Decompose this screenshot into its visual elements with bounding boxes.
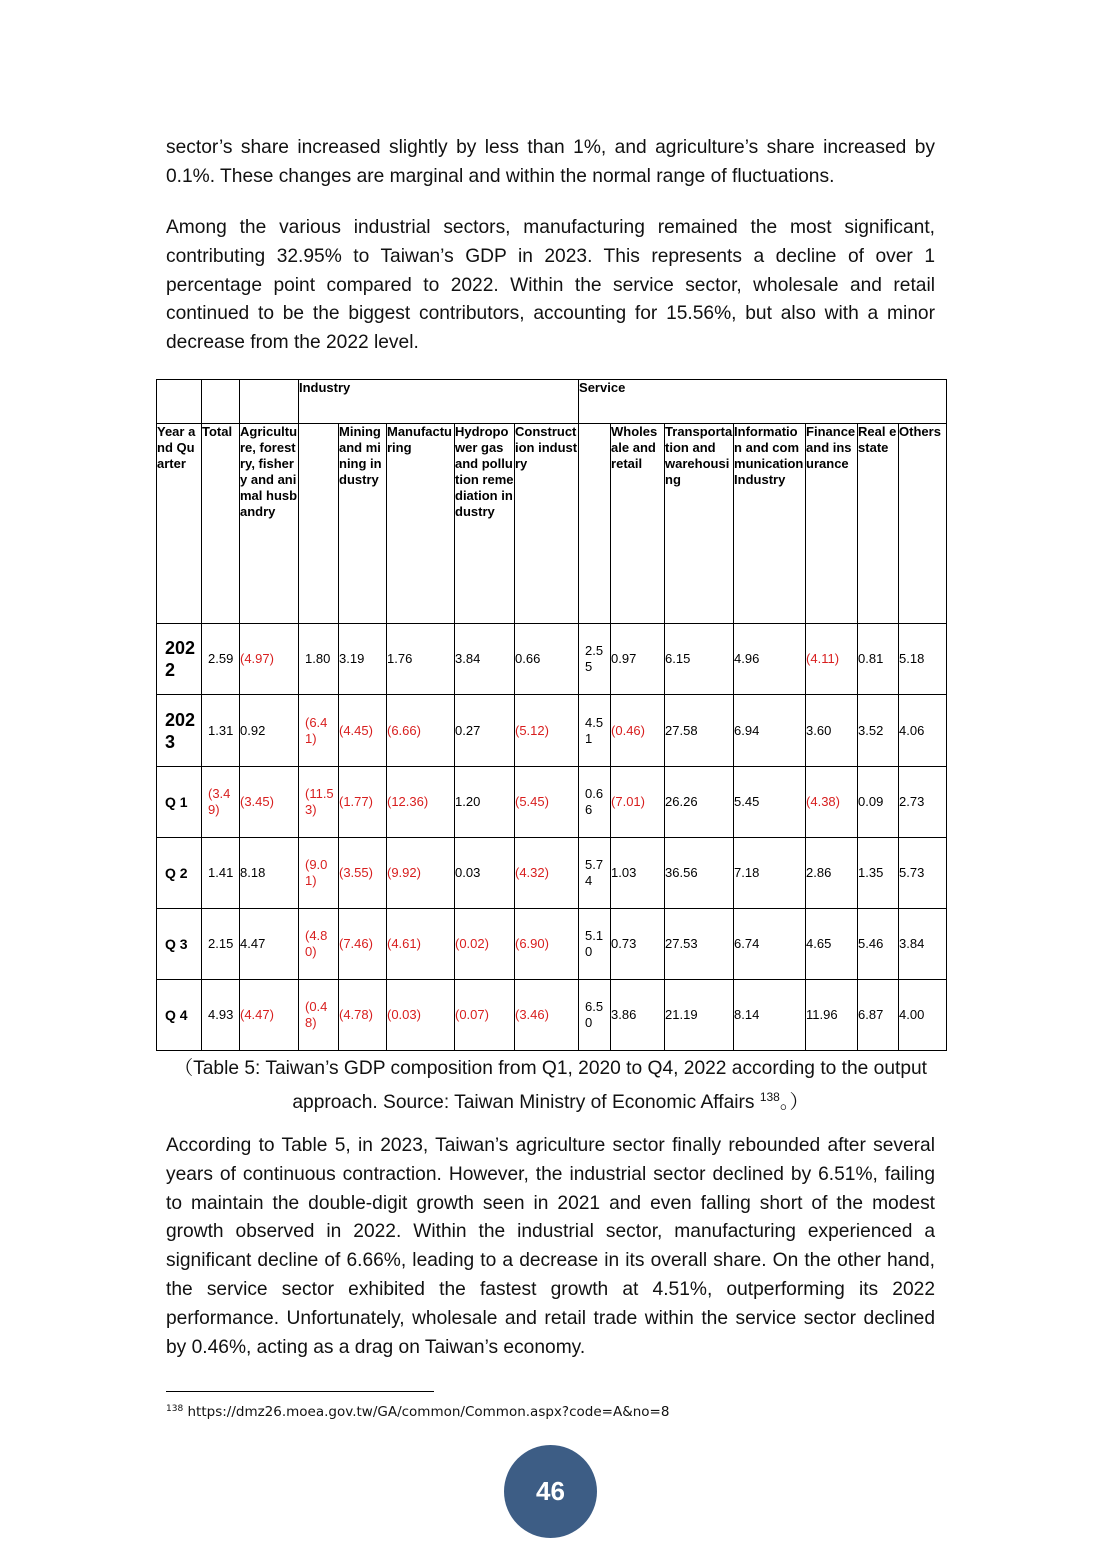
- table-cell: (5.45): [515, 766, 579, 837]
- table-cell: (4.97): [240, 624, 299, 695]
- industry-group-header: Industry: [299, 380, 579, 424]
- table-cell: (0.02): [455, 908, 515, 979]
- column-header-12: Finance and insurance: [806, 424, 858, 624]
- group-blank-cell: [202, 380, 240, 424]
- table-cell: 4.47: [240, 908, 299, 979]
- row-label: Q 3: [157, 908, 202, 979]
- table-cell: 2.73: [899, 766, 947, 837]
- table-cell: 4.00: [899, 979, 947, 1050]
- table-cell: 5.74: [579, 837, 611, 908]
- table-cell: (6.66): [387, 695, 455, 766]
- table-cell: (1.77): [339, 766, 387, 837]
- footnote-divider: [166, 1391, 434, 1392]
- table-row: [157, 766, 947, 837]
- caption-footnote-ref: 138: [759, 1090, 780, 1104]
- table-cell: 0.66: [515, 624, 579, 695]
- table-cell: 6.87: [858, 979, 899, 1050]
- table-cell: (9.92): [387, 837, 455, 908]
- body-paragraph-1: sector’s share increased slightly by less than 1%, and agriculture’s share increased by 0.1%. These changes are marginal and within the normal range of fluctuations.: [166, 137, 935, 187]
- table-cell: 36.56: [665, 837, 734, 908]
- table-cell: 2.59: [202, 624, 240, 695]
- table-cell: 4.65: [806, 908, 858, 979]
- gdp-composition-table: [156, 379, 947, 1051]
- table-cell: 27.58: [665, 695, 734, 766]
- table-cell: (0.03): [387, 979, 455, 1050]
- table-cell: 3.86: [611, 979, 665, 1050]
- table-cell: (3.55): [339, 837, 387, 908]
- footnote-number: 138: [166, 1404, 184, 1414]
- row-label: 2022: [157, 624, 202, 695]
- table-caption: [166, 1054, 935, 1117]
- column-header-2: Agriculture, forestry, fishery and animal husbandry: [240, 424, 299, 624]
- table-cell: 0.27: [455, 695, 515, 766]
- table-cell: 7.18: [734, 837, 806, 908]
- table-cell: (0.46): [611, 695, 665, 766]
- table-cell: (3.46): [515, 979, 579, 1050]
- table-cell: 0.92: [240, 695, 299, 766]
- table-cell: 6.94: [734, 695, 806, 766]
- body-paragraph-3: According to Table 5, in 2023, Taiwan’s agriculture sector finally rebounded after several years of continuous contraction. However, the industrial sector declined by 6.51%, failing to maintain the double-digit growth seen in 2021 and even falling short of the modest growth observed in 2022. Within the industrial sector, manufacturing experienced a significant decline of 6.66%, leading to a decrease in its overall share. On the other hand, the service sector exhibited the fastest growth at 4.51%, outperforming its 2022 performance. Unfortunately, wholesale and retail trade within the service sector declined by 0.46%, acting as a drag on Taiwan’s economy.: [166, 1135, 935, 1358]
- table-cell: 0.97: [611, 624, 665, 695]
- table-row: [157, 837, 947, 908]
- table-cell: (4.38): [806, 766, 858, 837]
- table-cell: (7.01): [611, 766, 665, 837]
- group-blank-cell: [157, 380, 202, 424]
- service-group-header: Service: [579, 380, 947, 424]
- table-row: [157, 908, 947, 979]
- table-cell: 3.84: [455, 624, 515, 695]
- table-cell: 3.84: [899, 908, 947, 979]
- table-cell: (12.36): [387, 766, 455, 837]
- table-row: [157, 695, 947, 766]
- table-group-header-row: [157, 380, 947, 424]
- table-cell: 1.35: [858, 837, 899, 908]
- table-row: [157, 624, 947, 695]
- table-cell: 6.74: [734, 908, 806, 979]
- table-cell: 5.45: [734, 766, 806, 837]
- table-cell: 1.03: [611, 837, 665, 908]
- caption-end: 。）: [779, 1092, 809, 1113]
- table-cell: 1.41: [202, 837, 240, 908]
- table-cell: 6.50: [579, 979, 611, 1050]
- table-cell: 0.73: [611, 908, 665, 979]
- table-cell: 4.93: [202, 979, 240, 1050]
- column-header-13: Real estate: [858, 424, 899, 624]
- footnote-url[interactable]: https://dmz26.moea.gov.tw/GA/common/Common.aspx?code=A&no=8: [187, 1404, 670, 1420]
- table-body: [157, 624, 947, 1051]
- table-cell: (6.41): [299, 695, 339, 766]
- table-cell: 5.10: [579, 908, 611, 979]
- table-cell: (0.07): [455, 979, 515, 1050]
- table-cell: 0.09: [858, 766, 899, 837]
- column-header-10: Transportation and warehousing: [665, 424, 734, 624]
- column-header-1: Total: [202, 424, 240, 624]
- footnote: [166, 1404, 669, 1420]
- table-cell: 1.20: [455, 766, 515, 837]
- table-cell: 11.96: [806, 979, 858, 1050]
- table-cell: 27.53: [665, 908, 734, 979]
- column-header-8: [579, 424, 611, 624]
- table-cell: (4.47): [240, 979, 299, 1050]
- column-header-4: Mining and mining industry: [339, 424, 387, 624]
- table-cell: (4.78): [339, 979, 387, 1050]
- caption-text: （Table 5: Taiwan’s GDP composition from Q1, 2020 to Q4, 2022 according to the output approach. Source: Taiwan Ministry of Economic Affairs: [173, 1058, 927, 1113]
- page-number-badge: 46: [504, 1445, 597, 1538]
- table-cell: 4.51: [579, 695, 611, 766]
- table-cell: (4.80): [299, 908, 339, 979]
- table-cell: 1.31: [202, 695, 240, 766]
- table-cell: (0.48): [299, 979, 339, 1050]
- column-header-11: Information and communication Industry: [734, 424, 806, 624]
- table-cell: 3.19: [339, 624, 387, 695]
- table-cell: 21.19: [665, 979, 734, 1050]
- table-cell: (4.45): [339, 695, 387, 766]
- table-cell: 4.96: [734, 624, 806, 695]
- table-cell: 5.18: [899, 624, 947, 695]
- body-paragraph-2: Among the various industrial sectors, manufacturing remained the most significant, contributing 32.95% to Taiwan’s GDP in 2023. This represents a decline of over 1 percentage point compared to 2022. Within the service sector, wholesale and retail continued to be the biggest contributors, accounting for 15.56%, but also with a minor decrease from the 2022 level.: [166, 217, 935, 354]
- group-blank-cell: [240, 380, 299, 424]
- row-label: Q 2: [157, 837, 202, 908]
- table-cell: 2.55: [579, 624, 611, 695]
- table-cell: (3.45): [240, 766, 299, 837]
- row-label: Q 4: [157, 979, 202, 1050]
- table-cell: 3.52: [858, 695, 899, 766]
- column-header-9: Wholesale and retail: [611, 424, 665, 624]
- table-cell: (3.49): [202, 766, 240, 837]
- table-cell: (4.61): [387, 908, 455, 979]
- table-cell: 0.66: [579, 766, 611, 837]
- table-cell: 2.15: [202, 908, 240, 979]
- table-cell: 6.15: [665, 624, 734, 695]
- table-cell: (6.90): [515, 908, 579, 979]
- table-cell: (4.11): [806, 624, 858, 695]
- column-header-14: Others: [899, 424, 947, 624]
- table-cell: 0.03: [455, 837, 515, 908]
- table-cell: (5.12): [515, 695, 579, 766]
- column-header-5: Manufacturing: [387, 424, 455, 624]
- table-row: [157, 979, 947, 1050]
- column-header-7: Construction industry: [515, 424, 579, 624]
- table-cell: (4.32): [515, 837, 579, 908]
- table-cell: (7.46): [339, 908, 387, 979]
- table-column-header-row: [157, 424, 947, 624]
- table-cell: 26.26: [665, 766, 734, 837]
- row-label: 2023: [157, 695, 202, 766]
- table-cell: (11.53): [299, 766, 339, 837]
- table-cell: 1.76: [387, 624, 455, 695]
- table-cell: 4.06: [899, 695, 947, 766]
- table-cell: 5.73: [899, 837, 947, 908]
- table-cell: 1.80: [299, 624, 339, 695]
- table-cell: 3.60: [806, 695, 858, 766]
- table-cell: 8.14: [734, 979, 806, 1050]
- table-cell: 5.46: [858, 908, 899, 979]
- table-cell: 2.86: [806, 837, 858, 908]
- column-header-6: Hydropower gas and pollution remediation industry: [455, 424, 515, 624]
- table-cell: 0.81: [858, 624, 899, 695]
- table-cell: (9.01): [299, 837, 339, 908]
- row-label: Q 1: [157, 766, 202, 837]
- table-cell: 8.18: [240, 837, 299, 908]
- column-header-0: Year and Quarter: [157, 424, 202, 624]
- column-header-3: [299, 424, 339, 624]
